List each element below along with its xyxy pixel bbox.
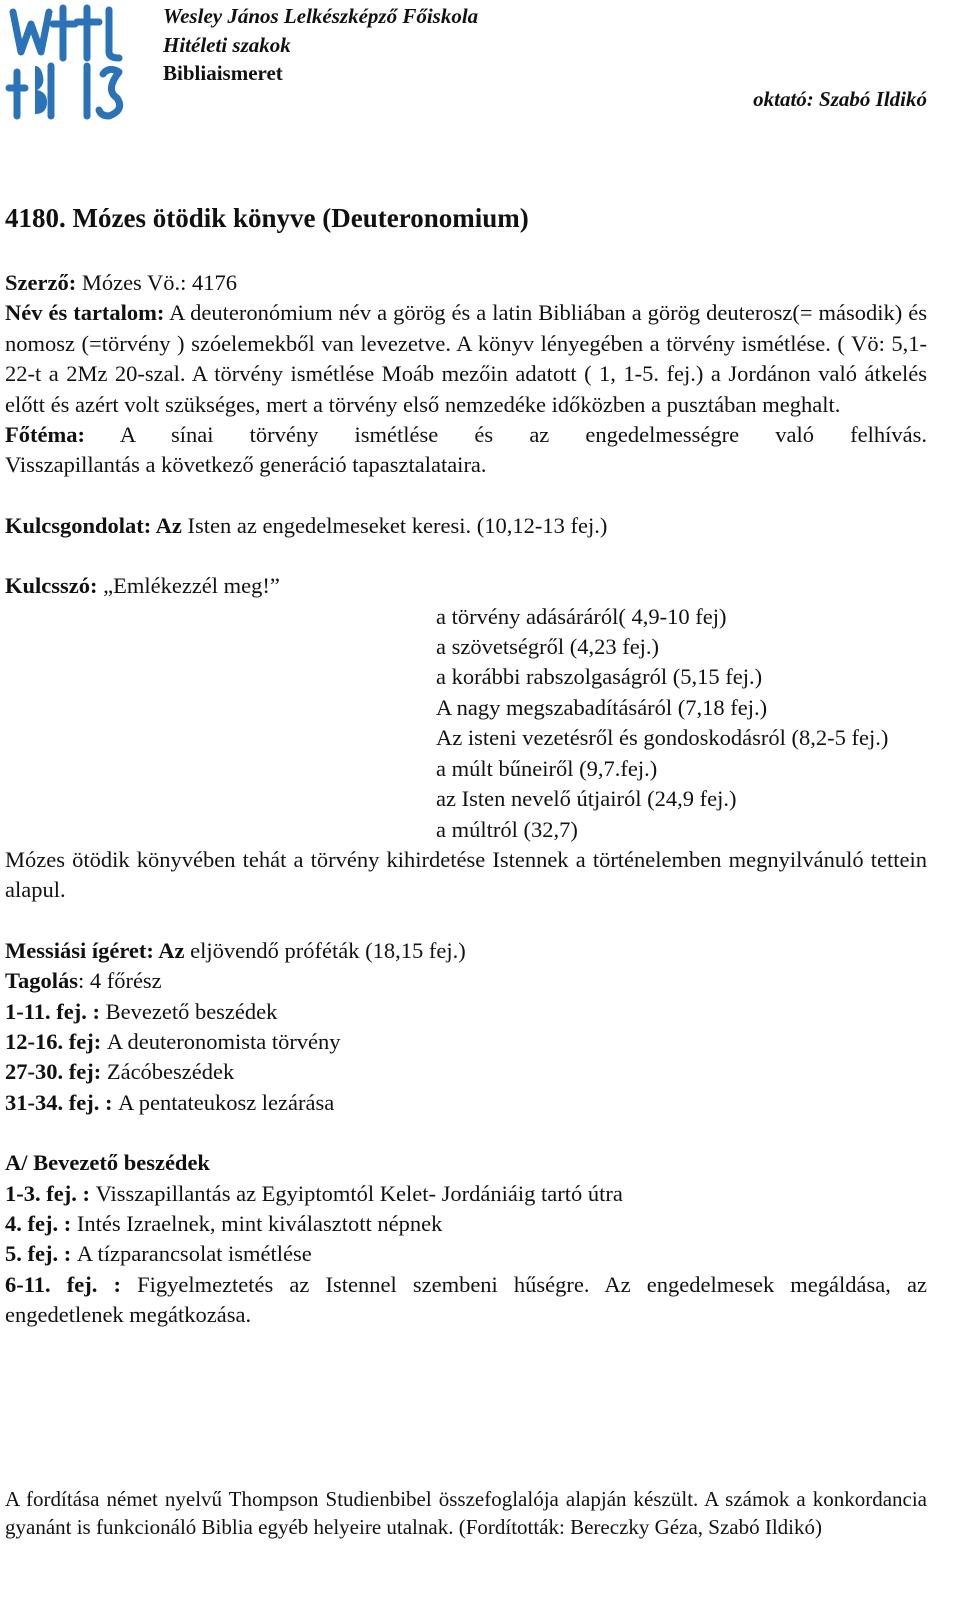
key-thought-line <box>5 511 927 541</box>
name-content-paragraph <box>5 298 927 420</box>
key-word-line <box>5 571 927 601</box>
main-theme-paragraph <box>5 420 927 450</box>
remember-item: Az isteni vezetésről és gondoskodásról (8,2-5 fej.) <box>436 725 889 751</box>
header-text-block <box>163 2 478 88</box>
messianic-line <box>5 936 927 966</box>
division-line <box>5 966 927 996</box>
author-label: Szerző: <box>5 270 77 295</box>
messianic-label: Messiási ígéret: Az <box>5 937 185 963</box>
book-description <box>5 268 927 1331</box>
part-line: 1-11. fej. : Bevezető beszédek <box>5 998 278 1024</box>
messianic-text: eljövendő próféták (18,15 fej.) <box>184 937 466 963</box>
instructor-name: oktató: Szabó Ildikó <box>753 87 927 111</box>
college-name: Wesley János Lelkészképző Főiskola <box>163 4 479 28</box>
part-line: 27-30. fej: Zácóbeszédek <box>5 1059 235 1085</box>
document-header <box>5 0 927 140</box>
division-text: : 4 főrész <box>77 968 162 994</box>
key-word-label: Kulcsszó: <box>5 573 98 599</box>
main-theme-text: A sínai törvény ismétlése és az engedelmességre való felhívás. <box>84 422 927 448</box>
part-line: 31-34. fej. : A pentateukosz lezárása <box>5 1089 335 1115</box>
main-theme-continuation: Visszapillantás a következő generáció tapasztalataira. <box>5 452 487 478</box>
key-thought-label: Kulcsgondolat: Az <box>5 512 182 538</box>
remember-item: a törvény adásáráról( 4,9-10 fej) <box>436 603 727 629</box>
section-a-item: 1-3. fej. : Visszapillantás az Egyiptomtól Kelet- Jordániáig tartó útra <box>5 1180 623 1206</box>
remember-item: a múlt bűneiről (9,7.fej.) <box>436 755 658 781</box>
main-theme-label: Főtéma: <box>5 422 85 448</box>
course-name: Bibliaismeret <box>163 61 283 85</box>
summary-paragraph: Mózes ötödik könyvében tehát a törvény kihirdetése Istennek a történelemben megnyilvánuló tettein alapul. <box>5 846 927 903</box>
section-a-item: 5. fej. : A tízparancsolat ismétlése <box>5 1241 312 1267</box>
remember-item: a múltról (32,7) <box>436 816 578 842</box>
division-label: Tagolás <box>5 968 78 994</box>
college-logo-icon <box>5 2 131 124</box>
name-content-label: Név és tartalom: <box>5 300 165 326</box>
remember-item: az Isten nevelő útjairól (24,9 fej.) <box>436 786 737 812</box>
section-a-item: 6-11. fej. : Figyelmeztetés az Istennel szembeni hűségre. Az engedelmesek megáldása, az engedetlenek megátkozása. <box>5 1271 927 1328</box>
name-content-text: A deuteronómium név a görög és a latin Bibliában a görög deuterosz(= második) és nomosz (=törvény ) szóelemekből van levezetve. A könyv lényegében a törvény ismétlése. ( Vö: 5,1-22-t a 2Mz 20-szal. A törvény ismétlése Moáb mezőin adatott ( 1, 1-5. fej.) a Jordánon való átkelés előtt és azért volt szükséges, mert a törvény első nemzedéke időközben a pusztában meghalt. <box>5 300 928 417</box>
translation-note-footer: A fordítása német nyelvű Thompson Studienbibel összefoglalója alapján készült. A számok a konkordancia gyanánt is funkcionáló Biblia egyéb helyeire utalnak. (Fordították: Bereczky Géza, Szabó Ildikó) <box>5 1487 927 1539</box>
remember-item: A nagy megszabadításáról (7,18 fej.) <box>436 694 768 720</box>
remember-list <box>5 602 927 845</box>
key-thought-text: Isten az engedelmeseket keresi. (10,12-13 fej.) <box>181 512 608 538</box>
part-line: 12-16. fej: A deuteronomista törvény <box>5 1028 341 1054</box>
section-a-heading: A/ Bevezető beszédek <box>5 1150 210 1176</box>
section-a-item: 4. fej. : Intés Izraelnek, mint kiválasztott népnek <box>5 1210 443 1236</box>
document-page <box>5 0 928 1328</box>
author-value: Mózes Vö.: 4176 <box>76 270 238 295</box>
author-line <box>5 268 927 298</box>
document-title: 4180. Mózes ötödik könyve (Deuteronomium) <box>5 203 529 233</box>
remember-item: a szövetségről (4,23 fej.) <box>436 634 660 660</box>
remember-item: a korábbi rabszolgaságról (5,15 fej.) <box>436 664 763 690</box>
department-name: Hitéleti szakok <box>163 32 291 57</box>
key-word-text: „Emlékezzél meg!” <box>97 573 280 599</box>
